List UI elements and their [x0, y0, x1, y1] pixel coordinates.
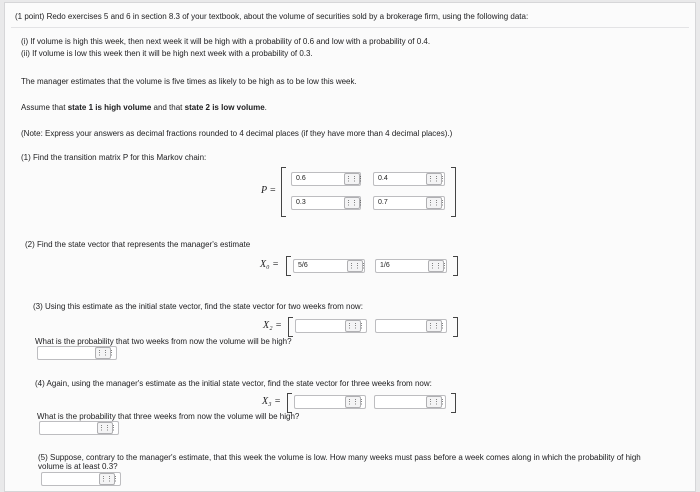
matrix-left-bracket [281, 167, 286, 217]
matrix-right-bracket [451, 167, 456, 217]
keypad-icon[interactable]: ⋮⋮⋮ [348, 262, 366, 270]
q5-prompt-line-1: (5) Suppose, contrary to the manager's estimate, that this week the volume is low. How many weeks must pass before a week comes along in which the probability of high [38, 453, 641, 462]
vector-right-bracket [451, 393, 456, 413]
estimate-text: The manager estimates that the volume is five times as likely to be high as to be low this week. [21, 77, 357, 86]
keypad-icon[interactable]: ⋮⋮⋮ [346, 398, 364, 406]
condition-1: (i) If volume is high this week, then next week it will be high with a probability of 0.6 and low with a probability of 0.4. [21, 37, 431, 46]
q3-prompt: (3) Using this estimate as the initial state vector, find the state vector for two weeks from now: [33, 302, 363, 311]
assumption-text [21, 103, 267, 113]
vector-right-bracket [453, 256, 458, 276]
question-sheet [4, 2, 696, 492]
vector-left-bracket [286, 256, 291, 276]
keypad-icon[interactable]: ⋮⋮⋮ [98, 424, 116, 432]
x0-v1-input[interactable]: 5/6 [293, 259, 365, 273]
x0-symbol: X₀ = [260, 259, 279, 270]
matrix-p-symbol: P = [261, 185, 277, 196]
p12-input[interactable]: 0.4 [373, 172, 445, 186]
assume-state-2: state 2 is low volume [184, 103, 265, 112]
keypad-icon[interactable]: ⋮⋮⋮ [96, 349, 114, 357]
x0-v2-input[interactable]: 1/6 [375, 259, 447, 273]
keypad-icon[interactable]: ⋮⋮⋮ [427, 175, 445, 183]
x3-symbol: X₃ = [262, 396, 281, 407]
condition-2: (ii) If volume is low this week then it will be high next week with a probability of 0.3. [21, 49, 313, 58]
keypad-icon[interactable]: ⋮⋮⋮ [427, 322, 445, 330]
assume-state-1: state 1 is high volume [67, 103, 152, 112]
vector-right-bracket [453, 317, 458, 337]
q5-prompt-line-2: volume is at least 0.3? [38, 462, 118, 471]
q2-prompt: (2) Find the state vector that represents the manager's estimate [25, 240, 251, 249]
keypad-icon[interactable]: ⋮⋮⋮ [345, 175, 363, 183]
p11-input[interactable]: 0.6 [291, 172, 361, 186]
keypad-icon[interactable]: ⋮⋮⋮ [346, 322, 364, 330]
p21-input[interactable]: 0.3 [291, 196, 361, 210]
keypad-icon[interactable]: ⋮⋮⋮ [100, 475, 118, 483]
assume-pre: Assume that [21, 103, 68, 112]
vector-left-bracket [288, 317, 293, 337]
p22-input[interactable]: 0.7 [373, 196, 445, 210]
keypad-icon[interactable]: ⋮⋮⋮ [427, 398, 445, 406]
q4-prob-prompt: What is the probability that three weeks from now the volume will be high? [37, 412, 300, 421]
note-text: (Note: Express your answers as decimal fractions rounded to 4 decimal places (if they have more than 4 decimal places).) [21, 129, 453, 138]
keypad-icon[interactable]: ⋮⋮⋮ [429, 262, 447, 270]
vector-left-bracket [287, 393, 292, 413]
intro-text: (1 point) Redo exercises 5 and 6 in section 8.3 of your textbook, about the volume of securities sold by a brokerage firm, using the following data: [15, 12, 529, 21]
q1-prompt: (1) Find the transition matrix P for this Markov chain: [21, 153, 207, 162]
q3-prob-prompt: What is the probability that two weeks from now the volume will be high? [35, 337, 292, 346]
x2-symbol: X₂ = [263, 320, 282, 331]
q4-prompt: (4) Again, using the manager's estimate as the initial state vector, find the state vector for three weeks from now: [35, 379, 432, 388]
assume-mid: and that [151, 103, 185, 112]
divider [11, 27, 689, 28]
keypad-icon[interactable]: ⋮⋮⋮ [427, 199, 445, 207]
keypad-icon[interactable]: ⋮⋮⋮ [345, 199, 363, 207]
assume-end: . [264, 103, 267, 112]
